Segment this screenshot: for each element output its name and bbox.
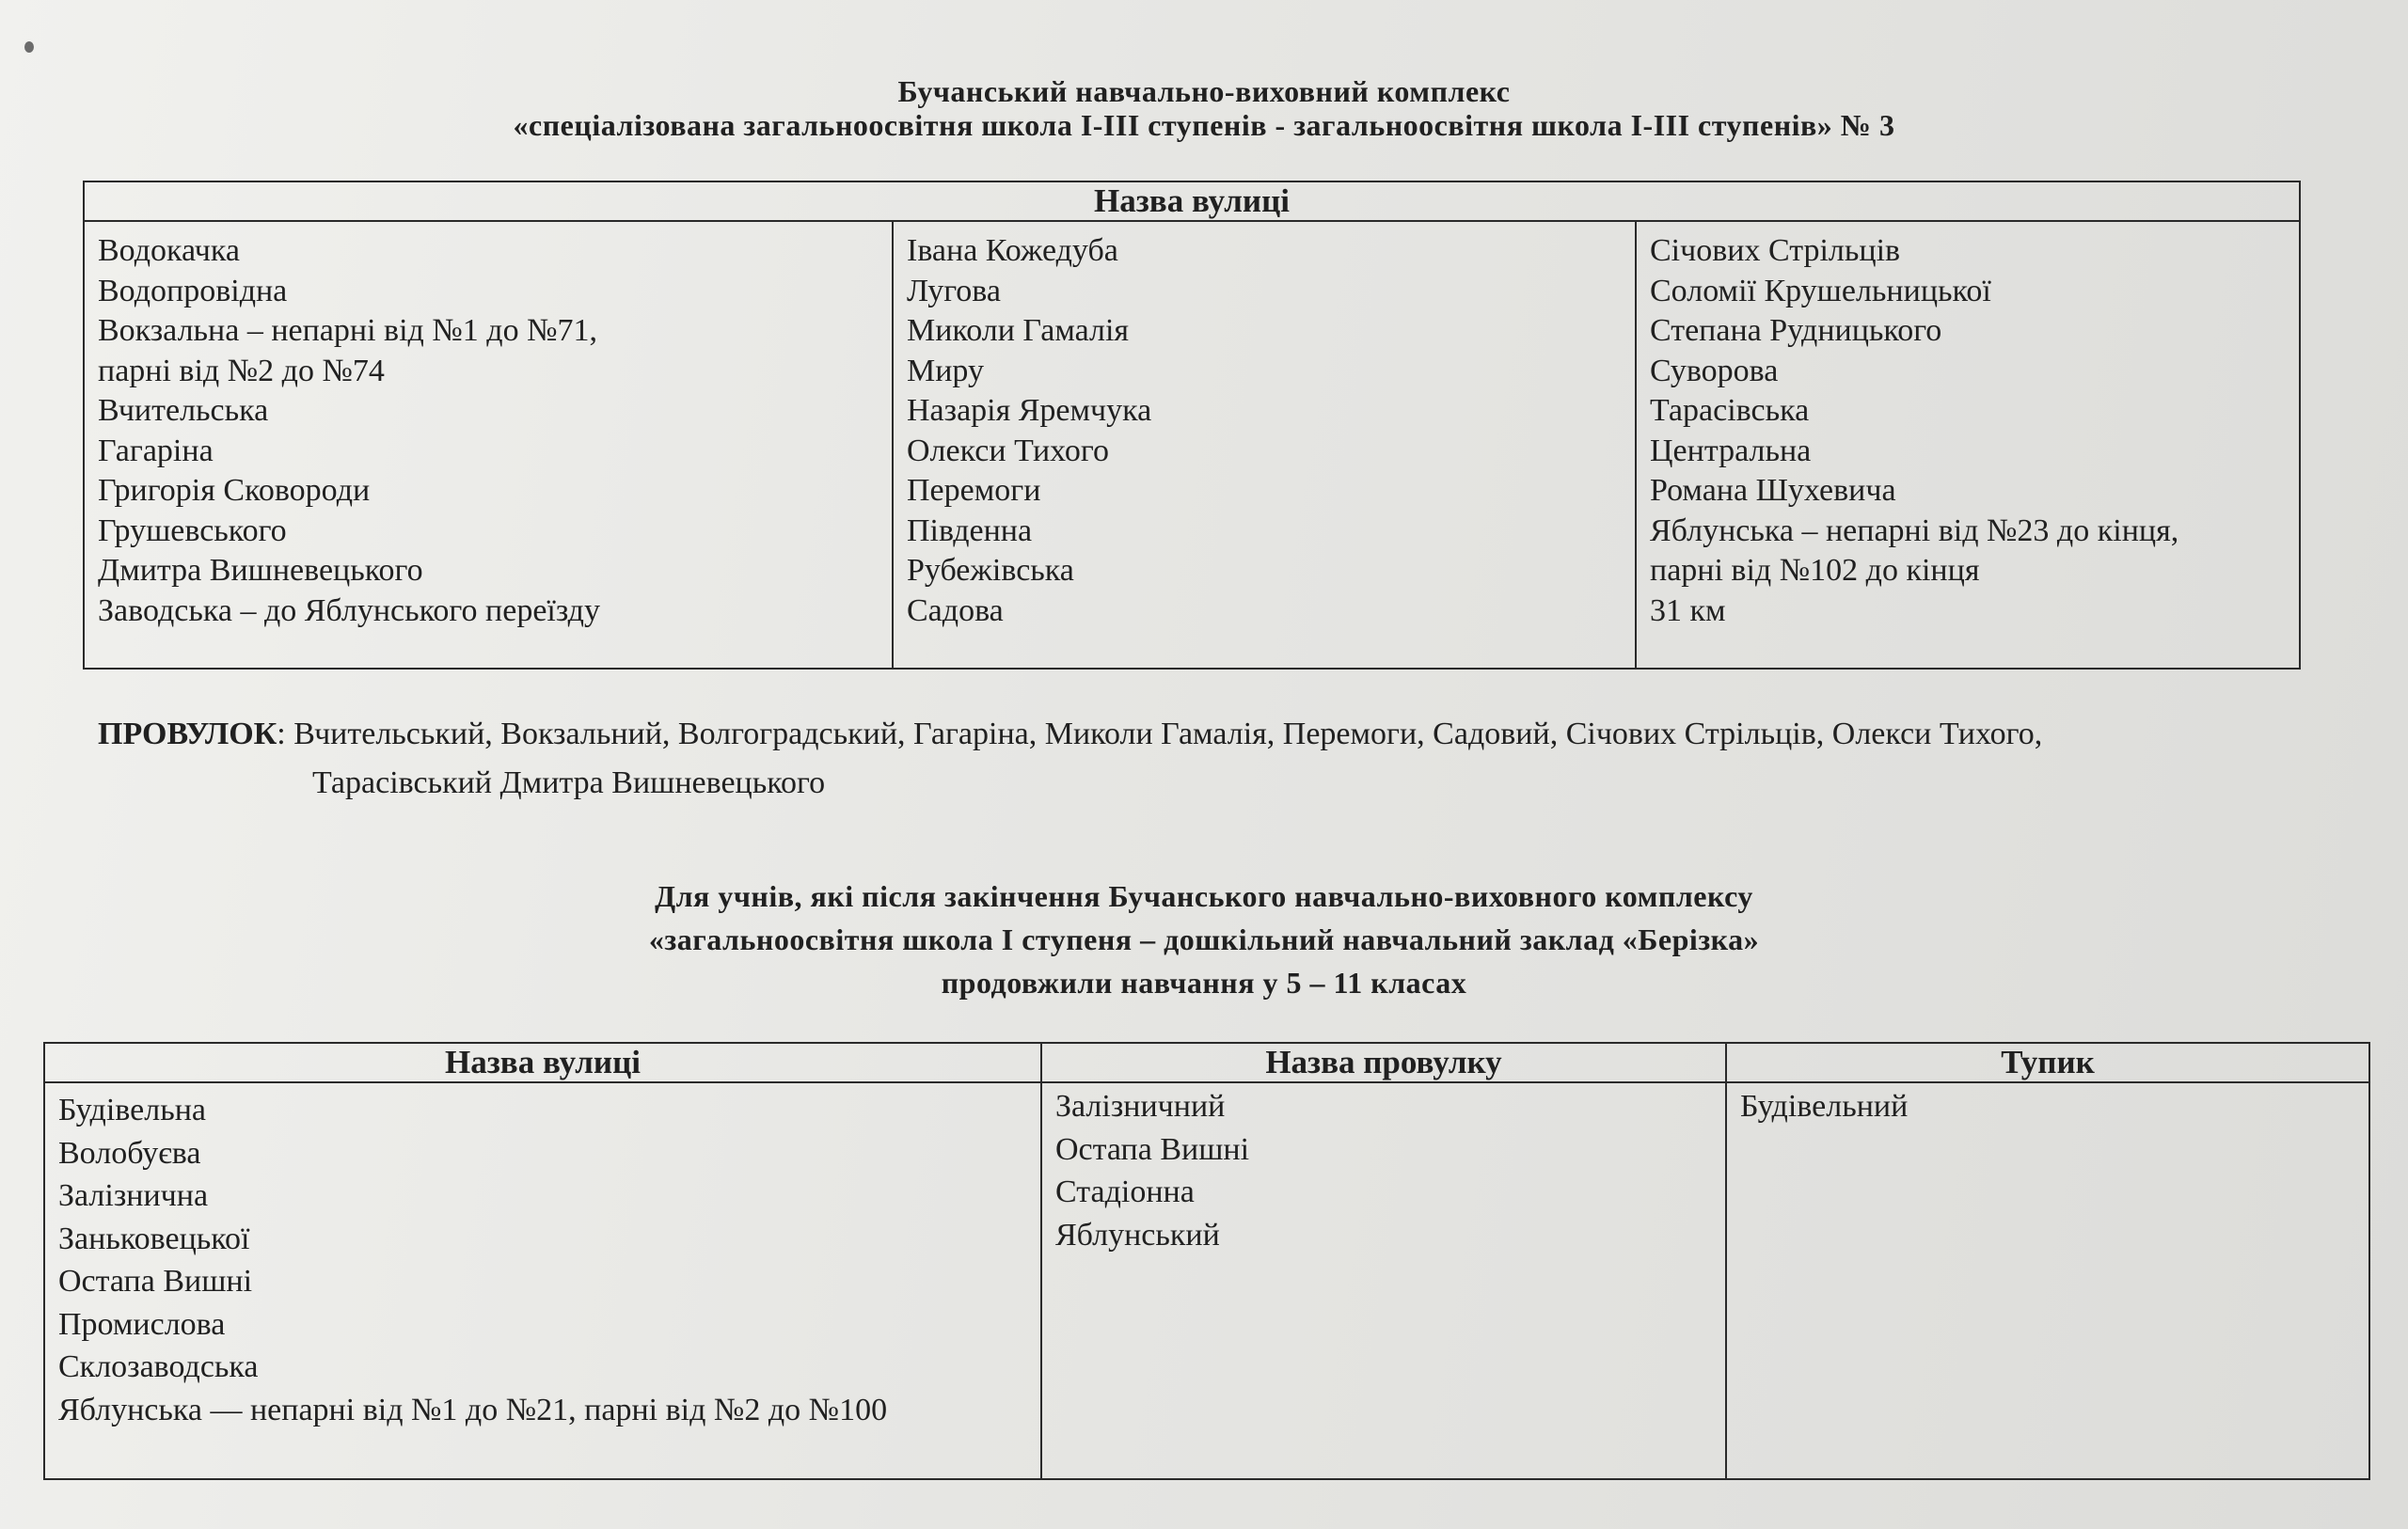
street-item: Степана Рудницького: [1650, 313, 1942, 348]
table2-header-alleys: Назва провулку: [1041, 1043, 1726, 1082]
street-item: Григорія Сковороди: [98, 473, 371, 508]
table1-header: Назва вулиці: [84, 181, 2300, 221]
street-item: Водокачка: [98, 233, 240, 268]
alley-item: Залізничний: [1055, 1089, 1226, 1124]
street-item: Лугова: [907, 273, 1002, 308]
street-item: Дмитра Вишневецького: [98, 553, 423, 588]
street-item: Миколи Гамалія: [907, 313, 1130, 348]
street-item: Промислова: [58, 1306, 226, 1342]
alley-item: Остапа Вишні: [1055, 1131, 1250, 1167]
street-item: Остапа Вишні: [58, 1264, 253, 1299]
street-item: Будівельна: [58, 1093, 206, 1127]
street-item: Олекси Тихого: [907, 433, 1109, 468]
street-item: Залізнична: [58, 1178, 209, 1213]
street-item: Садова: [907, 592, 1004, 628]
table1-col3: [1636, 221, 2300, 669]
streets-table-berizka: [43, 1042, 2370, 1480]
section2-title-line2: «загальноосвітня школа І ступеня – дошкільний навчальний заклад «Берізка»: [648, 922, 1760, 956]
school-subtitle: «спеціалізована загальноосвітня школа І-ІІІ ступенів - загальноосвітня школа І-ІІІ ступенів» № 3: [513, 108, 1895, 142]
street-item: Склозаводська: [58, 1349, 259, 1384]
street-item: парні від №2 до №74: [98, 353, 385, 388]
street-item: Водопровідна: [98, 273, 288, 308]
street-item: Соломії Крушельницької: [1650, 273, 1991, 308]
section2-title-line3: продовжили навчання у 5 – 11 класах: [941, 966, 1467, 1000]
alley-list: [98, 710, 2318, 808]
table2-col-alleys: [1041, 1082, 1726, 1479]
street-item: Перемоги: [907, 473, 1041, 508]
table2-col-streets: [44, 1082, 1041, 1479]
streets-table-school-3: [83, 181, 2301, 670]
street-item: Грушевського: [98, 512, 287, 548]
paper-speck: [24, 41, 34, 53]
street-item: Суворова: [1650, 353, 1779, 388]
alley-item: Стадіонна: [1055, 1174, 1195, 1209]
street-item: Івана Кожедуба: [907, 233, 1118, 268]
street-item: Південна: [907, 512, 1033, 548]
alley-text-line1: : Вчительський, Вокзальний, Волгоградський, Гагаріна, Миколи Гамалія, Перемоги, Садовий, Січових Стрільців, Олекси Тихого,: [277, 717, 2043, 751]
street-item: Центральна: [1650, 433, 1812, 468]
street-item: Яблунська – непарні від №23 до кінця,: [1650, 512, 2179, 548]
street-item: Вокзальна – непарні від №1 до №71,: [98, 313, 598, 348]
street-item: парні від №102 до кінця: [1650, 553, 1980, 588]
alley-text-line2: Тарасівський Дмитра Вишневецького: [312, 765, 826, 800]
table2-header-dead-ends: Тупик: [1726, 1043, 2369, 1082]
street-item: Романа Шухевича: [1650, 473, 1896, 508]
table1-col2: [893, 221, 1636, 669]
street-item: Заньковецької: [58, 1221, 250, 1256]
street-item: Заводська – до Яблунського переїзду: [98, 592, 600, 628]
table1-col1: [84, 221, 893, 669]
street-item: Назарія Яремчука: [907, 393, 1152, 428]
table2-col-dead-ends: [1726, 1082, 2369, 1479]
street-item: Січових Стрільців: [1650, 233, 1901, 268]
alley-label: ПРОВУЛОК: [98, 717, 277, 751]
alley-item: Яблунський: [1055, 1217, 1220, 1253]
street-item: Волобуєва: [58, 1135, 201, 1171]
street-item: Гагаріна: [98, 433, 214, 468]
street-item: 31 км: [1650, 592, 1726, 628]
street-item: Миру: [907, 353, 984, 388]
street-item: Рубежівська: [907, 553, 1074, 588]
dead-end-item: Будівельний: [1740, 1089, 1909, 1124]
street-item: Вчительська: [98, 393, 269, 428]
street-item: Яблунська — непарні від №1 до №21, парні від №2 до №100: [58, 1392, 888, 1427]
section2-title-line1: Для учнів, які після закінчення Бучанського навчально-виховного комплексу: [655, 879, 1753, 913]
school-title: Бучанський навчально-виховний комплекс: [897, 74, 1511, 108]
street-item: Тарасівська: [1650, 393, 1810, 428]
table2-header-streets: Назва вулиці: [44, 1043, 1041, 1082]
